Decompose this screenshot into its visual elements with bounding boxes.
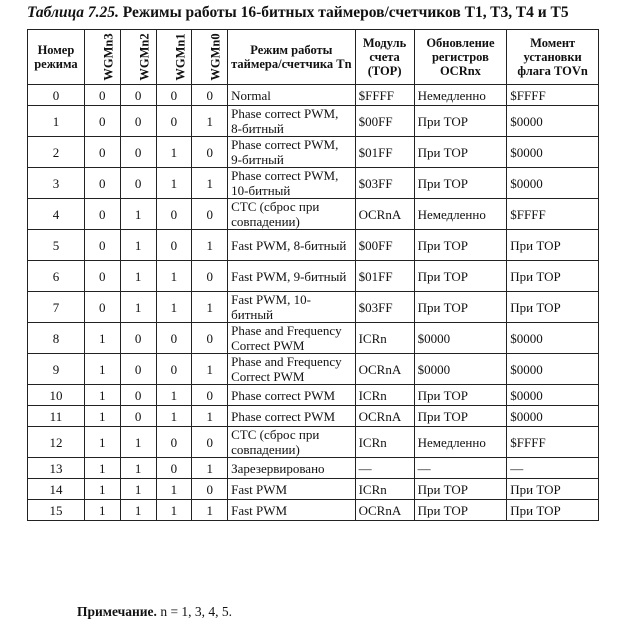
cell-operation: Fast PWM, 10-битный (228, 292, 355, 323)
table-row (28, 500, 599, 521)
header-top: Модуль счета (TOP) (355, 30, 414, 85)
caption-title: Режимы работы 16-битных таймеров/счетчиков T1, T3, T4 и T5 (122, 4, 569, 21)
cell-ocr-update: Немедленно (414, 85, 507, 106)
cell-wgm1: 0 (156, 354, 192, 385)
cell-mode: 2 (28, 137, 85, 168)
cell-mode: 9 (28, 354, 85, 385)
cell-tov-flag: $0000 (507, 406, 599, 427)
cell-wgm1: 1 (156, 261, 192, 292)
cell-wgm3: 0 (84, 85, 120, 106)
cell-wgm3: 0 (84, 106, 120, 137)
cell-tov-flag: $0000 (507, 323, 599, 354)
caption-lead: Таблица 7.25. (27, 4, 119, 21)
cell-wgm2: 1 (120, 458, 156, 479)
cell-operation: Phase correct PWM, 9-битный (228, 137, 355, 168)
table-row (28, 168, 599, 199)
cell-top: $03FF (355, 292, 414, 323)
header-wgm3: WGMn3 (84, 30, 120, 85)
cell-wgm0: 1 (192, 354, 228, 385)
cell-top: — (355, 458, 414, 479)
cell-operation: Phase correct PWM (228, 406, 355, 427)
cell-wgm3: 0 (84, 292, 120, 323)
header-row (28, 30, 599, 85)
cell-wgm0: 1 (192, 406, 228, 427)
cell-wgm0: 1 (192, 168, 228, 199)
cell-wgm1: 1 (156, 385, 192, 406)
cell-wgm0: 0 (192, 137, 228, 168)
cell-ocr-update: При TOP (414, 261, 507, 292)
cell-wgm3: 1 (84, 323, 120, 354)
cell-top: OCRnA (355, 354, 414, 385)
cell-wgm0: 0 (192, 385, 228, 406)
cell-wgm0: 0 (192, 199, 228, 230)
cell-operation: CTC (сброс при совпадении) (228, 427, 355, 458)
table-row (28, 385, 599, 406)
cell-mode: 0 (28, 85, 85, 106)
cell-top: $00FF (355, 106, 414, 137)
cell-tov-flag: При TOP (507, 261, 599, 292)
cell-ocr-update: — (414, 458, 507, 479)
cell-wgm3: 1 (84, 500, 120, 521)
footnote-text: n = 1, 3, 4, 5. (160, 604, 233, 619)
cell-wgm3: 0 (84, 261, 120, 292)
cell-tov-flag: — (507, 458, 599, 479)
cell-wgm1: 0 (156, 458, 192, 479)
cell-wgm3: 0 (84, 137, 120, 168)
cell-operation: Зарезервировано (228, 458, 355, 479)
table-row (28, 137, 599, 168)
cell-wgm2: 1 (120, 500, 156, 521)
timer-modes-table (27, 29, 599, 521)
cell-top: OCRnA (355, 199, 414, 230)
cell-top: $01FF (355, 261, 414, 292)
header-ocr-update: Обновление регистров OCRnx (414, 30, 507, 85)
cell-tov-flag: $0000 (507, 106, 599, 137)
cell-ocr-update: При TOP (414, 406, 507, 427)
cell-wgm0: 1 (192, 458, 228, 479)
cell-top: $03FF (355, 168, 414, 199)
cell-operation: Fast PWM, 8-битный (228, 230, 355, 261)
header-operation: Режим работы таймера/счетчика Tn (228, 30, 355, 85)
cell-mode: 7 (28, 292, 85, 323)
cell-wgm1: 0 (156, 427, 192, 458)
table-row (28, 106, 599, 137)
cell-ocr-update: При TOP (414, 292, 507, 323)
cell-tov-flag: $0000 (507, 168, 599, 199)
cell-ocr-update: При TOP (414, 168, 507, 199)
table-row (28, 427, 599, 458)
cell-operation: Phase correct PWM, 10-битный (228, 168, 355, 199)
table-row (28, 406, 599, 427)
cell-operation: Phase and Frequency Correct PWM (228, 354, 355, 385)
cell-top: $00FF (355, 230, 414, 261)
cell-wgm2: 1 (120, 261, 156, 292)
cell-top: $FFFF (355, 85, 414, 106)
cell-mode: 5 (28, 230, 85, 261)
cell-wgm1: 1 (156, 406, 192, 427)
cell-mode: 4 (28, 199, 85, 230)
cell-top: OCRnA (355, 406, 414, 427)
cell-wgm1: 1 (156, 137, 192, 168)
cell-wgm0: 1 (192, 292, 228, 323)
cell-wgm2: 0 (120, 137, 156, 168)
cell-mode: 13 (28, 458, 85, 479)
cell-wgm2: 1 (120, 199, 156, 230)
cell-tov-flag: При TOP (507, 230, 599, 261)
cell-ocr-update: При TOP (414, 500, 507, 521)
cell-wgm1: 0 (156, 323, 192, 354)
cell-wgm3: 1 (84, 385, 120, 406)
cell-wgm2: 1 (120, 479, 156, 500)
cell-mode: 12 (28, 427, 85, 458)
cell-top: ICRn (355, 323, 414, 354)
cell-operation: Fast PWM (228, 479, 355, 500)
cell-top: OCRnA (355, 500, 414, 521)
footnote (77, 604, 232, 620)
cell-wgm2: 0 (120, 85, 156, 106)
cell-wgm2: 1 (120, 292, 156, 323)
cell-top: $01FF (355, 137, 414, 168)
cell-ocr-update: При TOP (414, 106, 507, 137)
cell-wgm1: 1 (156, 500, 192, 521)
table-caption (27, 4, 569, 22)
cell-wgm0: 0 (192, 85, 228, 106)
cell-ocr-update: При TOP (414, 385, 507, 406)
table-row (28, 354, 599, 385)
cell-ocr-update: $0000 (414, 323, 507, 354)
cell-top: ICRn (355, 479, 414, 500)
cell-wgm0: 1 (192, 106, 228, 137)
cell-operation: Normal (228, 85, 355, 106)
cell-operation: Phase and Frequency Correct PWM (228, 323, 355, 354)
table-row (28, 479, 599, 500)
cell-mode: 3 (28, 168, 85, 199)
cell-ocr-update: При TOP (414, 230, 507, 261)
table-row (28, 292, 599, 323)
cell-operation: CTC (сброс при совпадении) (228, 199, 355, 230)
cell-ocr-update: При TOP (414, 137, 507, 168)
cell-wgm3: 1 (84, 427, 120, 458)
cell-wgm2: 0 (120, 323, 156, 354)
header-wgm1: WGMn1 (156, 30, 192, 85)
cell-wgm0: 0 (192, 427, 228, 458)
table-row (28, 323, 599, 354)
cell-top: ICRn (355, 427, 414, 458)
cell-top: ICRn (355, 385, 414, 406)
header-mode: Номер режима (28, 30, 85, 85)
cell-operation: Fast PWM (228, 500, 355, 521)
cell-wgm1: 1 (156, 168, 192, 199)
cell-ocr-update: $0000 (414, 354, 507, 385)
cell-wgm3: 0 (84, 199, 120, 230)
footnote-label: Примечание. (77, 604, 157, 619)
cell-wgm0: 1 (192, 230, 228, 261)
cell-wgm3: 1 (84, 458, 120, 479)
cell-mode: 14 (28, 479, 85, 500)
cell-wgm3: 1 (84, 406, 120, 427)
cell-wgm3: 1 (84, 354, 120, 385)
cell-operation: Phase correct PWM, 8-битный (228, 106, 355, 137)
cell-tov-flag: $FFFF (507, 199, 599, 230)
cell-wgm2: 1 (120, 230, 156, 261)
cell-wgm1: 1 (156, 479, 192, 500)
header-tov-flag: Момент установки флага TOVn (507, 30, 599, 85)
cell-wgm0: 0 (192, 261, 228, 292)
cell-wgm1: 0 (156, 85, 192, 106)
cell-wgm1: 0 (156, 199, 192, 230)
header-wgm0: WGMn0 (192, 30, 228, 85)
cell-mode: 8 (28, 323, 85, 354)
cell-tov-flag: $FFFF (507, 427, 599, 458)
cell-wgm2: 1 (120, 427, 156, 458)
cell-wgm0: 0 (192, 323, 228, 354)
cell-wgm1: 0 (156, 106, 192, 137)
cell-ocr-update: Немедленно (414, 199, 507, 230)
cell-wgm2: 0 (120, 354, 156, 385)
cell-tov-flag: При TOP (507, 479, 599, 500)
cell-wgm1: 1 (156, 292, 192, 323)
header-wgm2: WGMn2 (120, 30, 156, 85)
cell-mode: 6 (28, 261, 85, 292)
cell-ocr-update: При TOP (414, 479, 507, 500)
cell-mode: 1 (28, 106, 85, 137)
cell-operation: Fast PWM, 9-битный (228, 261, 355, 292)
cell-tov-flag: $0000 (507, 354, 599, 385)
cell-wgm1: 0 (156, 230, 192, 261)
cell-wgm2: 0 (120, 406, 156, 427)
table-row (28, 199, 599, 230)
cell-tov-flag: $0000 (507, 385, 599, 406)
cell-wgm3: 0 (84, 168, 120, 199)
cell-wgm2: 0 (120, 106, 156, 137)
cell-wgm0: 0 (192, 479, 228, 500)
cell-mode: 11 (28, 406, 85, 427)
table-row (28, 230, 599, 261)
cell-tov-flag: $FFFF (507, 85, 599, 106)
cell-wgm3: 1 (84, 479, 120, 500)
table-row (28, 458, 599, 479)
cell-mode: 15 (28, 500, 85, 521)
cell-tov-flag: При TOP (507, 292, 599, 323)
cell-ocr-update: Немедленно (414, 427, 507, 458)
cell-operation: Phase correct PWM (228, 385, 355, 406)
cell-tov-flag: При TOP (507, 500, 599, 521)
cell-wgm3: 0 (84, 230, 120, 261)
cell-mode: 10 (28, 385, 85, 406)
cell-tov-flag: $0000 (507, 137, 599, 168)
cell-wgm2: 0 (120, 385, 156, 406)
cell-wgm2: 0 (120, 168, 156, 199)
cell-wgm0: 1 (192, 500, 228, 521)
table-row (28, 85, 599, 106)
table-row (28, 261, 599, 292)
